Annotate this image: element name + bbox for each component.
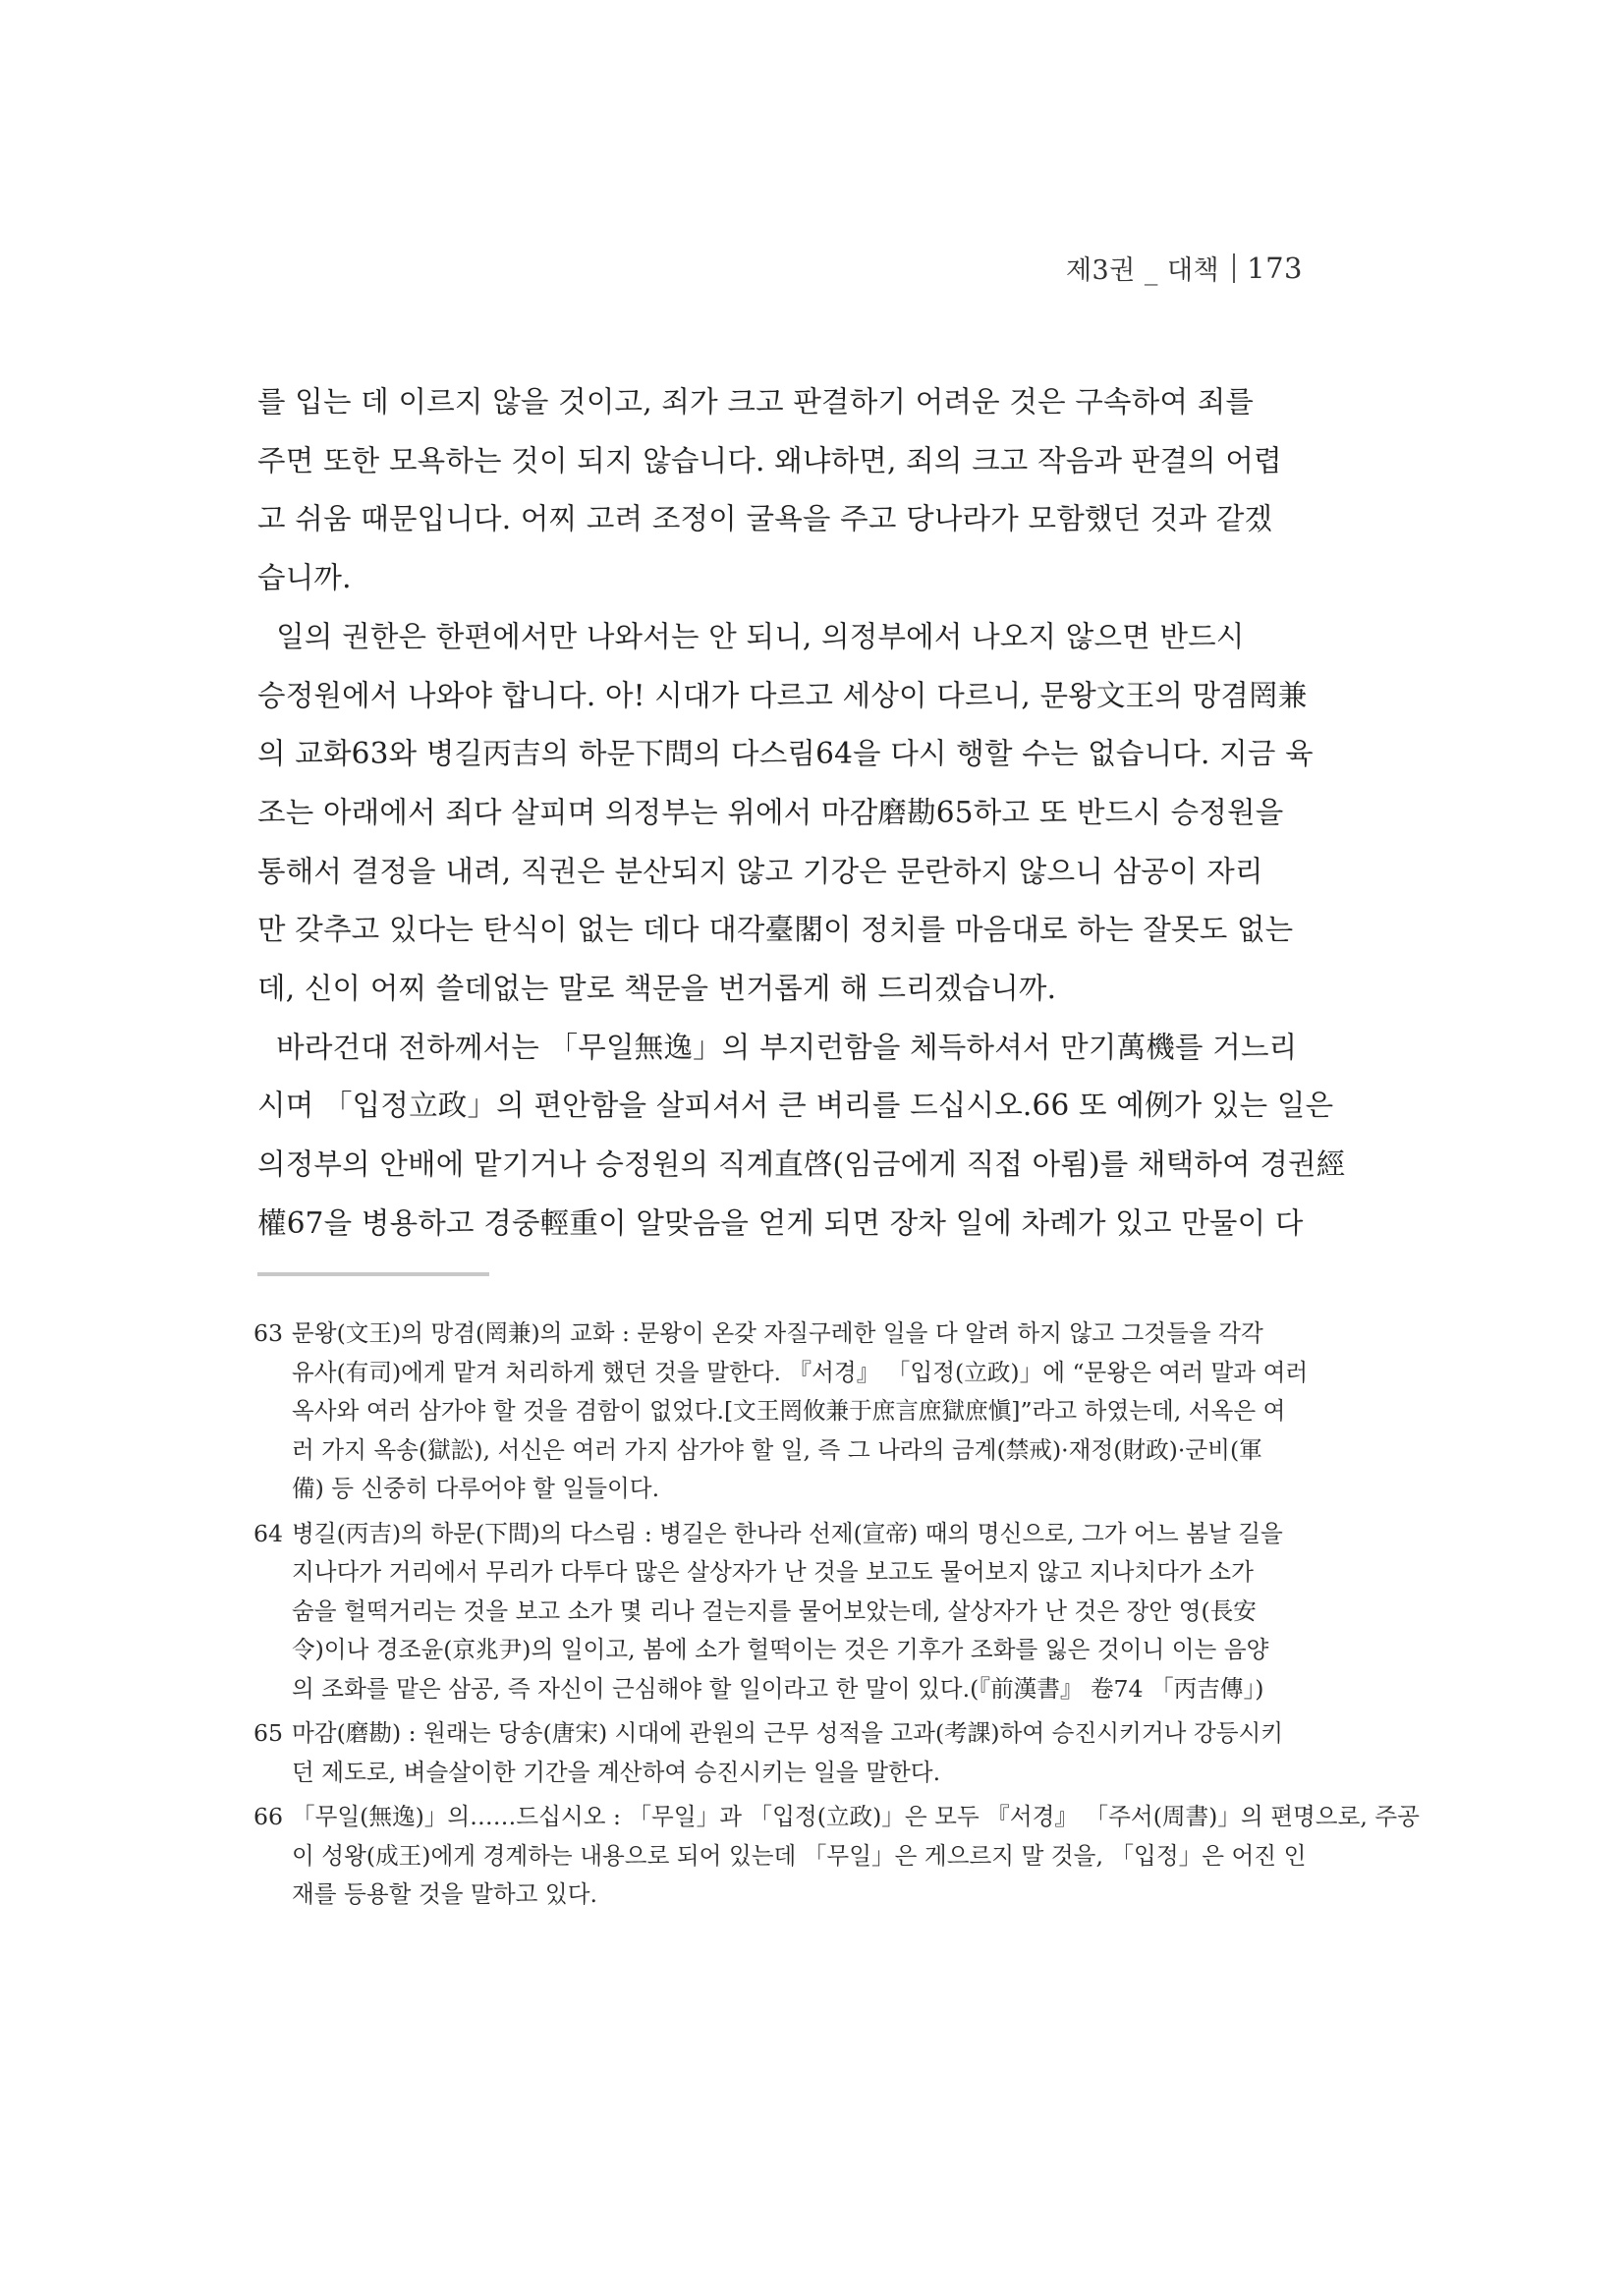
footnote-line: 이 성왕(成王)에게 경계하는 내용으로 되어 있는데 「무일」은 게으르지 말 것을, 「입정」은 어진 인 [292, 1841, 1307, 1870]
footnote-65 [253, 1714, 1307, 1792]
body-line: 의 교화63와 병길丙吉의 하문下問의 다스림64을 다시 행할 수는 없습니다. 지금 육 [257, 737, 1314, 771]
footnote-line: 의 조화를 맡은 삼공, 즉 자신이 근심해야 할 일이라고 한 말이 있다.(『前漢書』 卷74 「丙吉傳」) [292, 1674, 1264, 1703]
header-divider [1233, 253, 1235, 283]
footnote-line: 備) 등 신중히 다루어야 할 일들이다. [292, 1475, 660, 1502]
footnote-line: 마감(磨勘) : 원래는 당송(唐宋) 시대에 관원의 근무 성적을 고과(考課)하여 승진시키거나 강등시키 [292, 1719, 1284, 1747]
footnote-line: 러 가지 옥송(獄訟), 서신은 여러 가지 삼가야 할 일, 즉 그 나라의 금계(禁戒)·재정(財政)·군비(軍 [292, 1435, 1262, 1464]
footnote-number: 65 [253, 1719, 284, 1747]
body-line: 바라건대 전하께서는 「무일無逸」의 부지런함을 체득하셔서 만기萬機를 거느리 [257, 1030, 1298, 1064]
footnote-line: 던 제도로, 벼슬살이한 기간을 계산하여 승진시키는 일을 말한다. [292, 1758, 941, 1786]
footnote-number: 66 [253, 1803, 284, 1830]
body-line: 데, 신이 어찌 쓸데없는 말로 책문을 번거롭게 해 드리겠습니까. [257, 972, 1057, 1006]
body-line: 습니까. [257, 561, 352, 595]
body-line: 를 입는 데 이르지 않을 것이고, 죄가 크고 판결하기 어려운 것은 구속하여 죄를 [257, 385, 1255, 419]
footnote-number: 63 [253, 1319, 284, 1347]
footnote-number: 64 [253, 1519, 284, 1547]
body-line: 통해서 결정을 내려, 직권은 분산되지 않고 기강은 문란하지 않으니 삼공이 자리 [257, 854, 1263, 888]
footnote-64 [253, 1515, 1307, 1709]
body-text [257, 373, 1346, 1254]
footnote-line: 지나다가 거리에서 무리가 다투다 많은 살상자가 난 것을 보고도 물어보지 않고 지나치다가 소가 [292, 1558, 1254, 1586]
body-line: 의정부의 안배에 맡기거나 승정원의 직계直啓(임금에게 직접 아룀)를 채택하여 경권經 [257, 1148, 1346, 1182]
body-line: 고 쉬움 때문입니다. 어찌 고려 조정이 굴욕을 주고 당나라가 모함했던 것과 같겠 [257, 502, 1273, 536]
body-line: 權67을 병용하고 경중輕重이 알맞음을 얻게 되면 장차 일에 차례가 있고 만물이 다 [257, 1205, 1304, 1240]
footnotes [253, 1315, 1420, 1921]
page-number: 173 [1247, 251, 1303, 285]
running-header [1066, 249, 1303, 287]
body-line: 만 갖추고 있다는 탄식이 없는 데다 대각臺閣이 정치를 마음대로 하는 잘못도 없는 [257, 913, 1294, 947]
footnote-line: 유사(有司)에게 맡겨 처리하게 했던 것을 말한다. 『서경』 「입정(立政)」에 “문왕은 여러 말과 여러 [292, 1358, 1309, 1386]
body-line: 조는 아래에서 죄다 살피며 의정부는 위에서 마감磨勘65하고 또 반드시 승정원을 [257, 795, 1284, 829]
body-line: 주면 또한 모욕하는 것이 되지 않습니다. 왜냐하면, 죄의 크고 작음과 판결의 어렵 [257, 443, 1282, 477]
body-line: 시며 「입정立政」의 편안함을 살피셔서 큰 벼리를 드십시오.66 또 예例가 있는 일은 [257, 1089, 1334, 1123]
footnote-line: 문왕(文王)의 망겸(罔兼)의 교화 : 문왕이 온갖 자질구레한 일을 다 알려 하지 않고 그것들을 각각 [292, 1319, 1263, 1347]
footnote-line: 병길(丙吉)의 하문(下問)의 다스림 : 병길은 한나라 선제(宣帝) 때의 명신으로, 그가 어느 봄날 길을 [292, 1519, 1283, 1547]
body-line: 일의 권한은 한편에서만 나와서는 안 되니, 의정부에서 나오지 않으면 반드시 [257, 619, 1245, 653]
footnote-line: 「무일(無逸)」의……드십시오 : 「무일」과 「입정(立政)」은 모두 『서경』 「주서(周書)」의 편명으로, 주공 [292, 1803, 1420, 1830]
footnote-line: 재를 등용할 것을 말하고 있다. [292, 1880, 597, 1908]
footnote-line: 옥사와 여러 삼가야 할 것을 겸함이 없었다.[文王罔攸兼于庶言庶獄庶愼]”라고 하였는데, 서옥은 여 [292, 1397, 1286, 1425]
header-section-title: 제3권 _ 대책 [1065, 255, 1220, 286]
footnote-line: 令)이나 경조윤(京兆尹)의 일이고, 봄에 소가 헐떡이는 것은 기후가 조화를 잃은 것이니 이는 음양 [292, 1636, 1269, 1663]
footnote-66 [253, 1798, 1420, 1915]
body-line: 승정원에서 나와야 합니다. 아! 시대가 다르고 세상이 다르니, 문왕文王의 망겸罔兼 [257, 678, 1308, 712]
footnote-divider [257, 1272, 489, 1276]
footnote-line: 숨을 헐떡거리는 것을 보고 소가 몇 리나 걸는지를 물어보았는데, 살상자가 난 것은 장안 영(長安 [292, 1596, 1257, 1625]
footnote-63 [253, 1315, 1307, 1509]
